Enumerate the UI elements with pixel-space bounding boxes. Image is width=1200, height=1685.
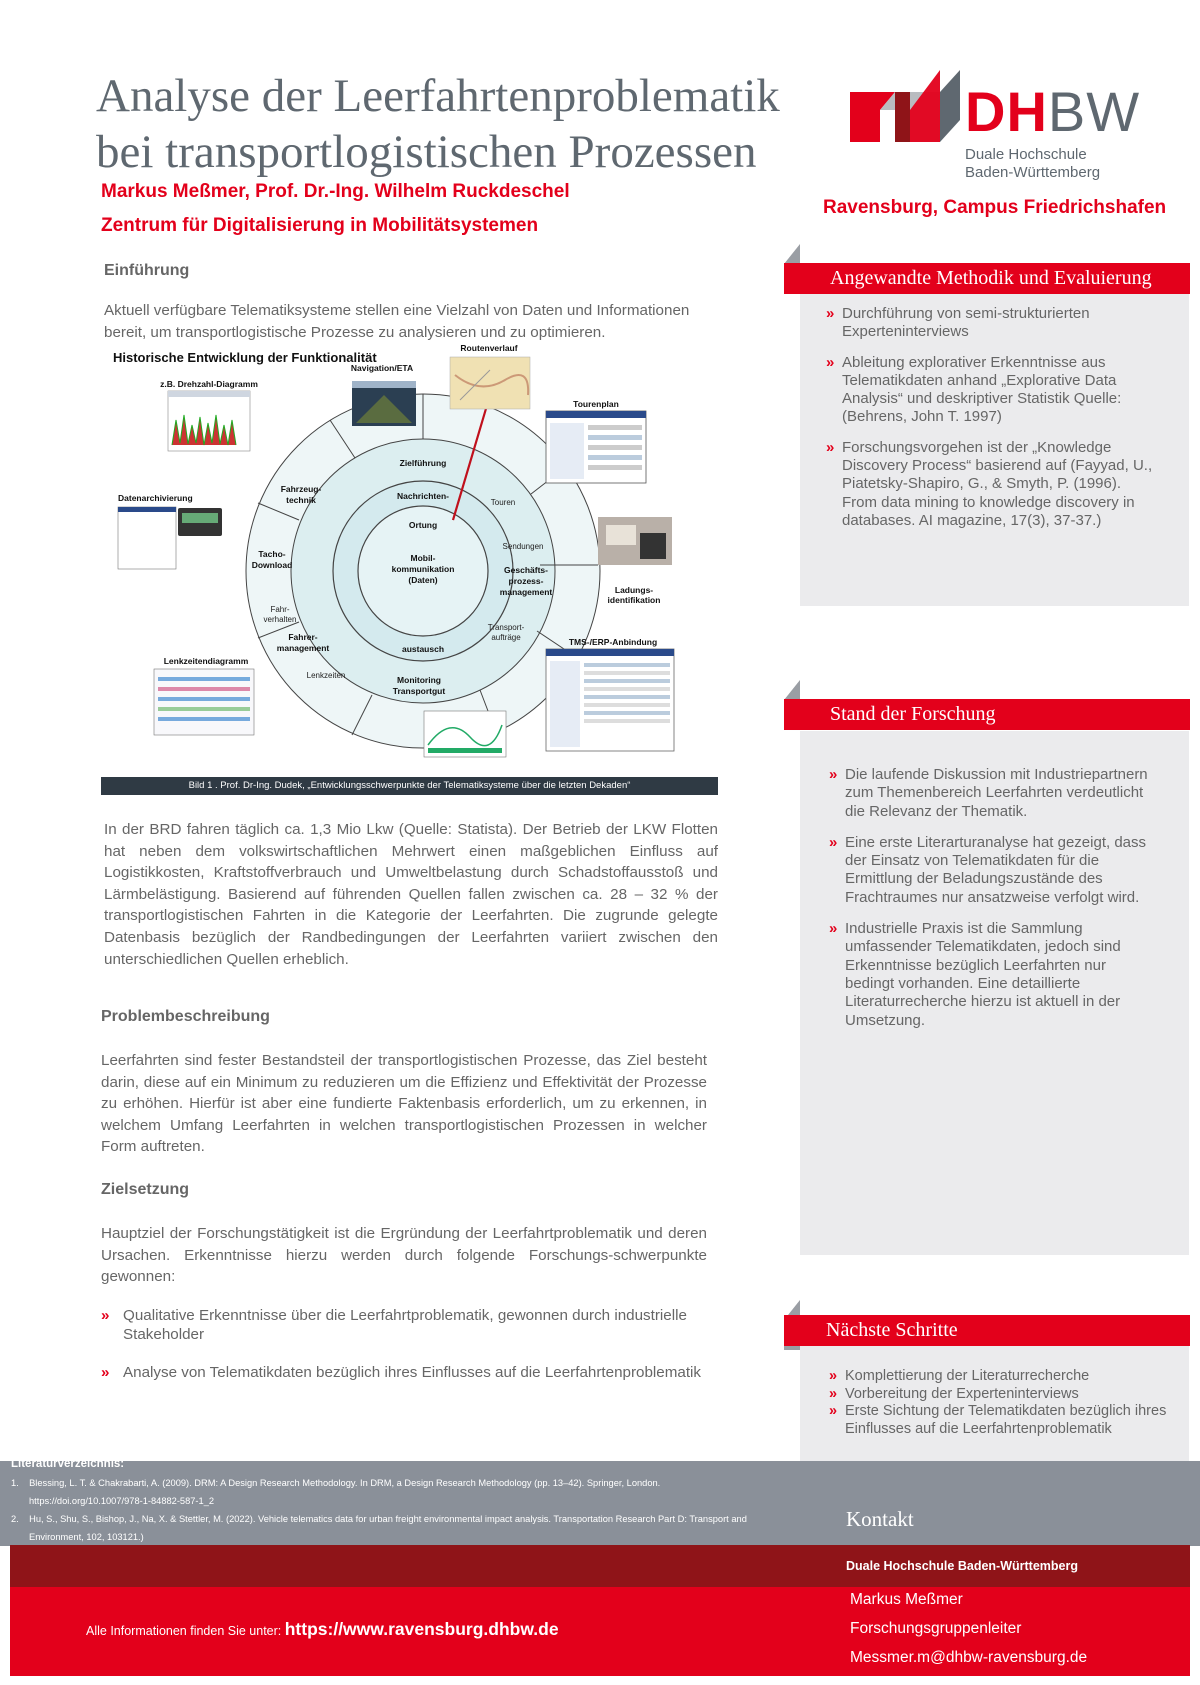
- ziel-text: Hauptziel der Forschungstätigkeit ist die Ergründung der Leerfahrtproblematik und deren Ursachen. Erkenntnisse hierzu werden durch folgende Forschungs-schwerpunkte gewonnen:: [101, 1225, 707, 1286]
- thumbnail-lenkzeiten: [154, 669, 254, 735]
- title-line-1: Analyse der Leerfahrtenproblematik: [96, 70, 780, 122]
- methodik-heading: Angewandte Methodik und Evaluierung: [784, 263, 1190, 294]
- ziel-bullets: [101, 1306, 707, 1382]
- naechste-bullet-3: » Erste Sichtung der Telematikdaten bezüglich ihres Einflusses auf die Leerfahrtenproblematik: [829, 1403, 1174, 1438]
- footer-info-label: Alle Informationen finden Sie unter:: [86, 1624, 285, 1638]
- references-heading: Literaturverzeichnis:: [11, 1458, 125, 1470]
- outer-fahr: Fahr-: [270, 605, 290, 614]
- naechste-heading: Nächste Schritte: [784, 1315, 1190, 1346]
- logo-sub-line-1: Duale Hochschule: [965, 146, 1087, 163]
- dhbw-logo-word: [965, 82, 1140, 142]
- thumbnail-drehzahl: [168, 391, 250, 451]
- poster-title: [96, 68, 816, 180]
- callout-drehzahl: z.B. Drehzahl-Diagramm: [160, 379, 258, 389]
- kontakt-email-link[interactable]: Messmer.m@dhbw-ravensburg.de: [850, 1649, 1088, 1666]
- stand-bullet-1: » Die laufende Diskussion mit Industriepartnern zum Themenbereich Leerfahrten verdeutlicht die Relevanz der Thematik.: [829, 766, 1157, 821]
- callout-tms-erp: TMS-/ERP-Anbindung: [568, 637, 658, 647]
- outer-lenkzeiten: Lenkzeiten: [306, 671, 346, 680]
- thumbnail-datenarchivierung: [118, 507, 222, 569]
- stand-bullet-3: » Industrielle Praxis ist die Sammlung umfassender Telematikdaten, jedoch sind Erkenntnisse bezüglich Leerfahrten nur bedingt vorhanden. Eine detaillierte Literaturrecherche hierzu ist aktuell in der Umsetzung.: [829, 920, 1157, 1030]
- title-line-2: bei transportlogistischen Prozessen: [96, 126, 757, 178]
- reference-1: [11, 1474, 801, 1510]
- logo-bw: BW: [1047, 80, 1141, 143]
- einfuehrung-heading: Einführung: [104, 262, 190, 279]
- center-line-2: kommunikation: [391, 564, 455, 574]
- figure-title: Historische Entwicklung der Funktionalität: [113, 350, 377, 365]
- reference-2-line2: Environment, 102, 103121.): [29, 1532, 144, 1542]
- ring-transportgut: Transportgut: [392, 686, 446, 696]
- ring-austausch: austausch: [401, 644, 445, 654]
- callout-routenverlauf: Routenverlauf: [460, 343, 518, 353]
- ring-prozess: prozess-: [508, 576, 544, 586]
- ring-management: management: [276, 643, 330, 653]
- ziel-bullet-1: » Qualitative Erkenntnisse über die Leerfahrtproblematik, gewonnen durch industrielle Stakeholder: [101, 1306, 707, 1344]
- einfuehrung-text: Aktuell verfügbare Telematiksysteme stellen eine Vielzahl von Daten und Informationen bereit, um transportlogistische Prozesse zu analysieren und zu optimieren.: [104, 302, 690, 341]
- ziel-heading: Zielsetzung: [101, 1181, 190, 1198]
- thumbnail-monitoring: [424, 711, 506, 757]
- stand-bullet-2: » Eine erste Literarturanalyse hat gezeigt, dass der Einsatz von Telematikdaten für die Ermittlung der Beladungszustände des Frachtraumes nur ansatzweise verfolgt wird.: [829, 834, 1157, 907]
- outer-auftraege: aufträge: [491, 633, 521, 642]
- logo-dh: DH: [965, 80, 1048, 143]
- methodik-list: [826, 305, 1156, 542]
- callout-datenarchivierung: Datenarchivierung: [118, 493, 193, 503]
- outer-transport: Transport-: [487, 623, 525, 632]
- reference-2-num: 2.: [11, 1514, 19, 1524]
- ring-fahrzeug: Fahrzeug-: [280, 484, 322, 494]
- reference-2: [11, 1510, 801, 1546]
- figure-caption: Bild 1 . Prof. Dr-Ing. Dudek, „Entwicklungsschwerpunkte der Telematiksysteme über die letzten Dekaden“: [101, 777, 718, 795]
- problem-heading: Problembeschreibung: [101, 1008, 270, 1025]
- ring-fahrer: Fahrer-: [288, 632, 318, 642]
- footer-url-link[interactable]: https://www.ravensburg.dhbw.de: [284, 1619, 559, 1639]
- thumbnail-tourenplan: [546, 411, 646, 483]
- footer-info: [86, 1619, 559, 1640]
- outer-touren: Touren: [490, 498, 516, 507]
- callout-lenkzeitendiagramm: Lenkzeitendiagramm: [163, 656, 249, 666]
- methodik-bullet-3: » Forschungsvorgehen ist der „Knowledge Discovery Process“ basierend auf (Fayyad, U., Piatetsky-Shapiro, G., & Smyth, P. (1996). From data mining to knowledge discovery in databases. AI magazine, 17(3), 37-37.): [826, 439, 1156, 530]
- institute: Zentrum für Digitalisierung in Mobilitätsystemen: [101, 215, 539, 236]
- thumbnail-routenverlauf: [450, 357, 530, 409]
- ring-tacho: Tacho-: [258, 549, 286, 559]
- kontakt-name: Markus Meßmer: [850, 1591, 963, 1608]
- reference-1-line1: Blessing, L. T. & Chakrabarti, A. (2009). DRM: A Design Research Methodology. In DRM, a Design Research Methodology (pp. 13–42). Springer, London.: [29, 1478, 661, 1488]
- callout-navigation: Navigation/ETA: [350, 363, 414, 373]
- stand-list: [829, 766, 1157, 1042]
- ring-geschaefts: Geschäfts-: [504, 565, 548, 575]
- callout-identifikation: identifikation: [607, 595, 661, 605]
- ziel-bullet-2: » Analyse von Telematikdaten bezüglich ihres Einflusses auf die Leerfahrtenproblematik: [101, 1363, 707, 1382]
- ring-ortung: Ortung: [408, 520, 438, 530]
- ring-monitoring: Monitoring: [397, 675, 441, 685]
- reference-1-num: 1.: [11, 1478, 19, 1488]
- kontakt-heading: Kontakt: [846, 1507, 914, 1531]
- center-line-1: Mobil-: [410, 553, 436, 563]
- center-line-3: (Daten): [408, 575, 438, 585]
- thumbnail-ladungsidentifikation: [598, 517, 672, 565]
- reference-2-line1: Hu, S., Shu, S., Bishop, J., Na, X. & Stettler, M. (2022). Vehicle telematics data for urban freight environmental impact analysis. Transportation Research Part D: Transport and: [29, 1514, 747, 1524]
- reference-1-line2: https://doi.org/10.1007/978-1-84882-587-1_2: [29, 1496, 215, 1506]
- logo-subtitle: [965, 146, 1100, 182]
- ring-zielfuehrung: Zielführung: [399, 458, 447, 468]
- callout-ladungs: Ladungs-: [614, 585, 654, 595]
- authors: Markus Meßmer, Prof. Dr.-Ing. Wilhelm Ruckdeschel: [101, 181, 570, 202]
- outer-sendungen: Sendungen: [502, 542, 544, 551]
- thumbnail-navigation: [352, 381, 416, 426]
- ring-technik: technik: [286, 495, 316, 505]
- methodik-bullet-2: » Ableitung explorativer Erkenntnisse aus Telematikdaten anhand „Explorative Data Analysis“ und deskriptiver Statistik Quelle: (Behrens, John T. 1997): [826, 354, 1156, 427]
- thumbnail-tms-erp: [546, 649, 674, 751]
- stand-heading: Stand der Forschung: [784, 699, 1190, 730]
- methodik-bullet-1: » Durchführung von semi-strukturierten Experteninterviews: [826, 305, 1156, 342]
- callout-tourenplan: Tourenplan: [573, 399, 619, 409]
- problem-text: Leerfahrten sind fester Bestandsteil der transportlogistischen Prozesse, das Ziel besteht darin, diese auf ein Minimum zu reduzieren um die Effizienz und Effektivität der Prozesse zu erhöhen. Hierfür ist aber eine fundierte Faktenbasis erforderlich, um zu erkennen, in welchem Umfang Leerfahrten in welchen transportlogistischen Prozessen in welcher Form auftreten.: [101, 1052, 707, 1156]
- naechste-bullet-1: » Komplettierung der Literaturrecherche: [829, 1368, 1174, 1386]
- ring-download: Download: [251, 560, 293, 570]
- kontakt-org: Duale Hochschule Baden-Württemberg: [846, 1559, 1078, 1573]
- ring-gp-management: management: [499, 587, 553, 597]
- naechste-bullet-2: » Vorbereitung der Experteninterviews: [829, 1386, 1174, 1404]
- ring-nachrichten: Nachrichten-: [397, 491, 449, 501]
- kontakt-role: Forschungsgruppenleiter: [850, 1620, 1022, 1637]
- campus: Ravensburg, Campus Friedrichshafen: [823, 197, 1167, 218]
- brd-paragraph: In der BRD fahren täglich ca. 1,3 Mio Lkw (Quelle: Statista). Der Betrieb der LKW Flotten hat neben dem volkswirtschaftlichen Mehrwert einen maßgeblichen Einfluss auf Logistikkosten, Kraftstoffverbrauch und Umweltbelastung durch Schadstoffausstoß und Lärmbelästigung. Basierend auf führenden Quellen fallen zwischen ca. 28 – 32 % der transportlogistischen Fahrten in die Kategorie der Leerfahrten. Die zugrunde gelegte Datenbasis bezüglich der Randbedingungen der Leerfahrten variiert zwischen den unterschiedlichen Quellen erheblich.: [104, 821, 718, 968]
- naechste-list: [829, 1368, 1174, 1438]
- outer-verhalten: verhalten: [263, 615, 297, 624]
- logo-sub-line-2: Baden-Württemberg: [965, 164, 1101, 181]
